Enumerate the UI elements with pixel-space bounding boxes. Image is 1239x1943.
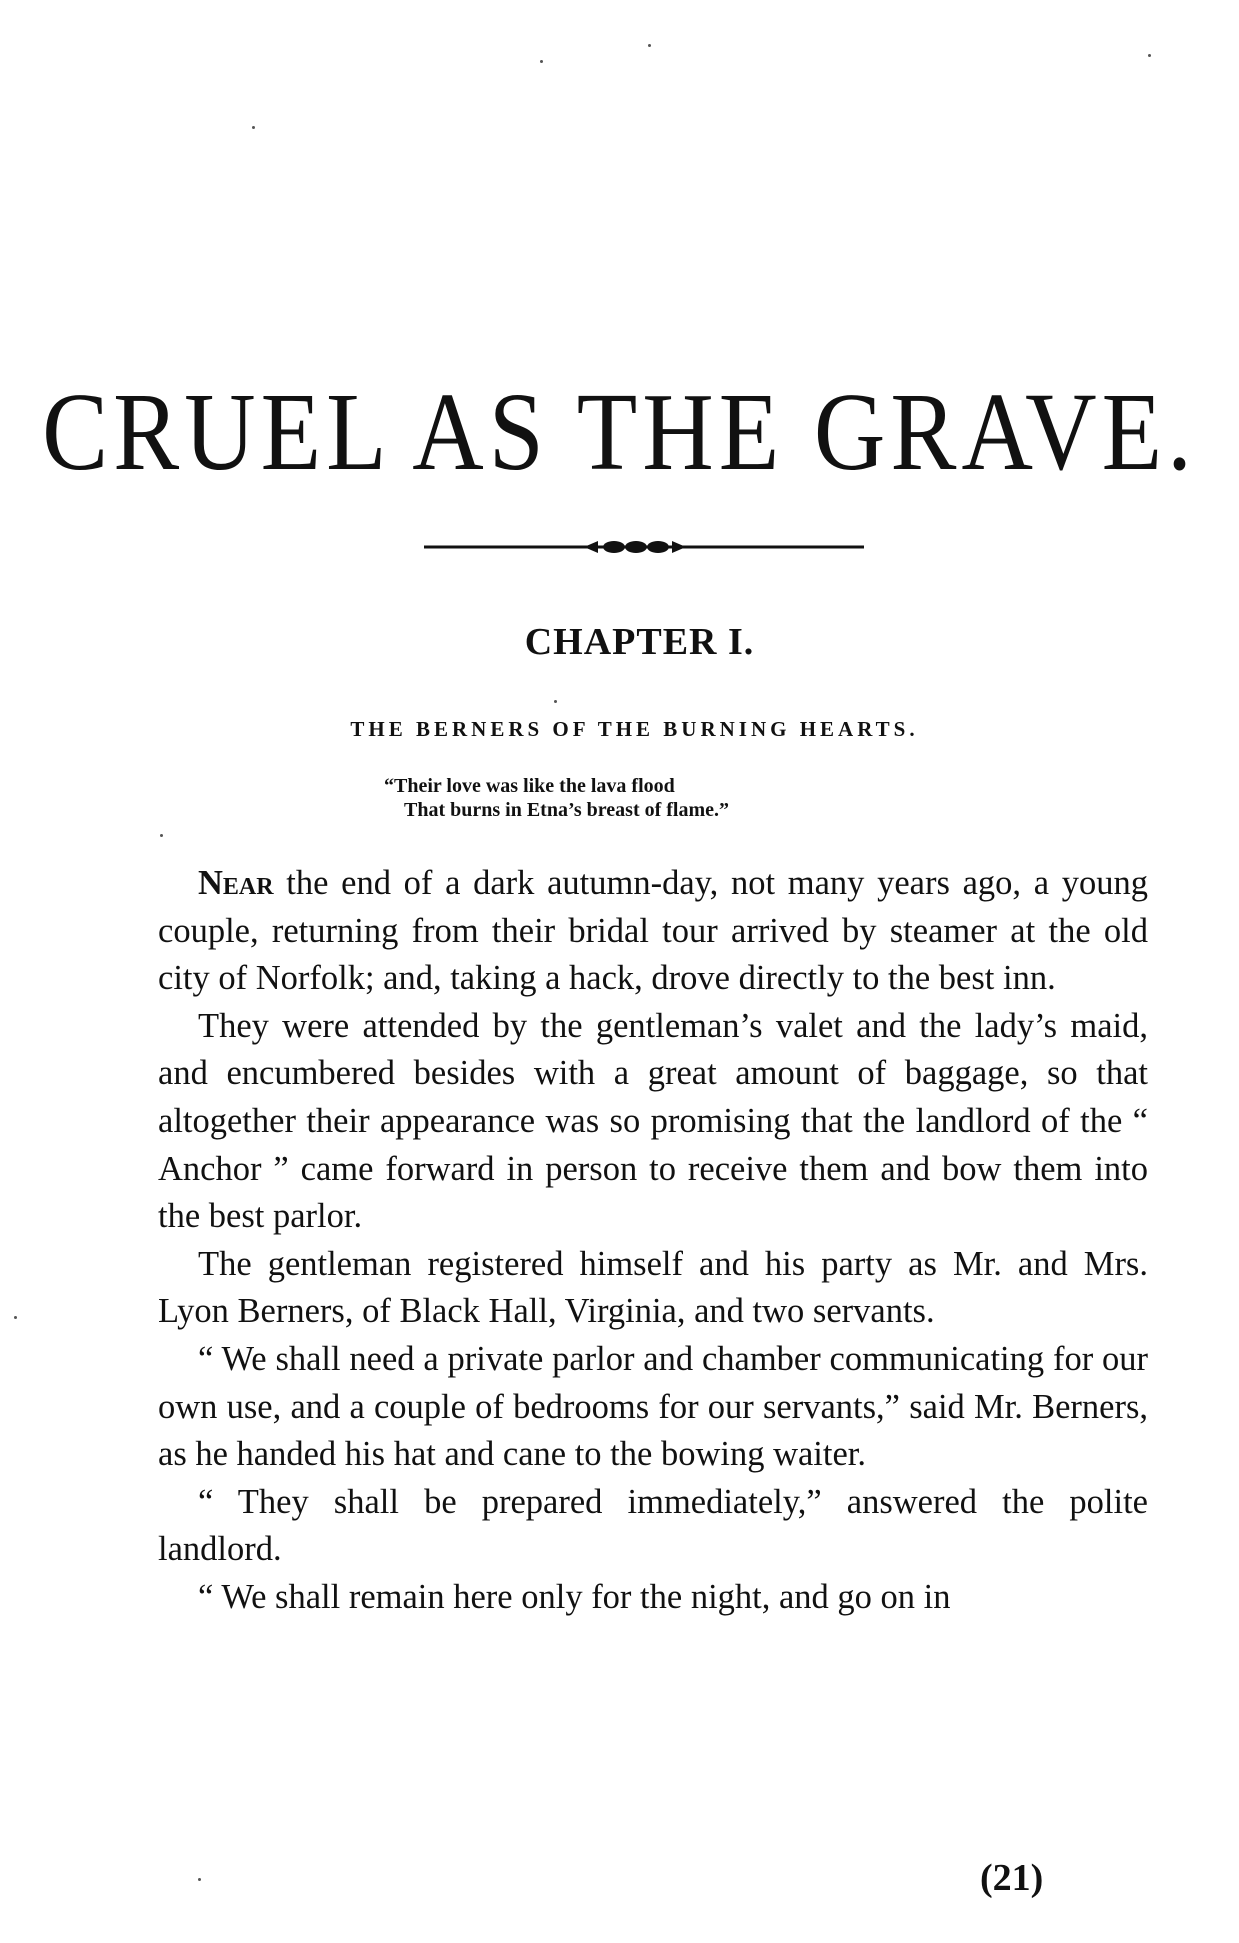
scan-speck xyxy=(648,44,651,47)
epigraph-line: That burns in Etna’s breast of flame.” xyxy=(404,799,730,821)
paragraph-6: “ We shall remain here only for the night, and go on in xyxy=(198,1577,951,1616)
paragraph-2: They were attended by the gentleman’s valet and the lady’s maid, and encumbered besides with a great amount of baggage, so that altogether their appearance was so promising that the landlord of the “ Anchor ” came forward in person to receive them and bow them into the best parlor. xyxy=(158,1006,1148,1236)
epigraph xyxy=(384,774,984,822)
paragraph-3: The gentleman registered himself and his party as Mr. and Mrs. Lyon Berners, of Black Hall, Virginia, and two servants. xyxy=(158,1244,1148,1331)
scan-speck xyxy=(198,1878,201,1881)
paragraph-1 xyxy=(158,860,1148,1003)
paragraph-5: “ They shall be prepared immediately,” answered the polite landlord. xyxy=(158,1482,1148,1569)
chapter-body xyxy=(158,860,1148,1622)
paragraph-text: the end of a dark autumn-day, not many years ago, a young couple, returning from their bridal tour arrived by steamer at the old city of Norfolk; and, taking a hack, drove directly to the best inn. xyxy=(158,864,1148,998)
chapter-subtitle: THE BERNERS OF THE BURNING HEARTS. xyxy=(350,717,919,741)
scan-speck xyxy=(14,1316,17,1319)
page-number: (21) xyxy=(980,1857,1044,1899)
book-title: CRUEL AS THE GRAVE. xyxy=(42,371,1197,494)
epigraph-line: “Their love was like the lava flood xyxy=(384,775,675,797)
title-ornament-rule xyxy=(424,536,864,558)
scan-speck xyxy=(540,60,543,63)
paragraph-lead-word: Near xyxy=(198,864,274,902)
scan-speck xyxy=(252,126,255,129)
chapter-heading: CHAPTER I. xyxy=(524,621,755,663)
scan-speck xyxy=(1148,54,1151,57)
scan-speck xyxy=(160,834,163,837)
paragraph-4: “ We shall need a private parlor and chamber communicating for our own use, and a couple of bedrooms for our servants,” said Mr. Berners, as he handed his hat and cane to the bowing waiter. xyxy=(158,1339,1148,1474)
scan-speck xyxy=(554,700,557,703)
